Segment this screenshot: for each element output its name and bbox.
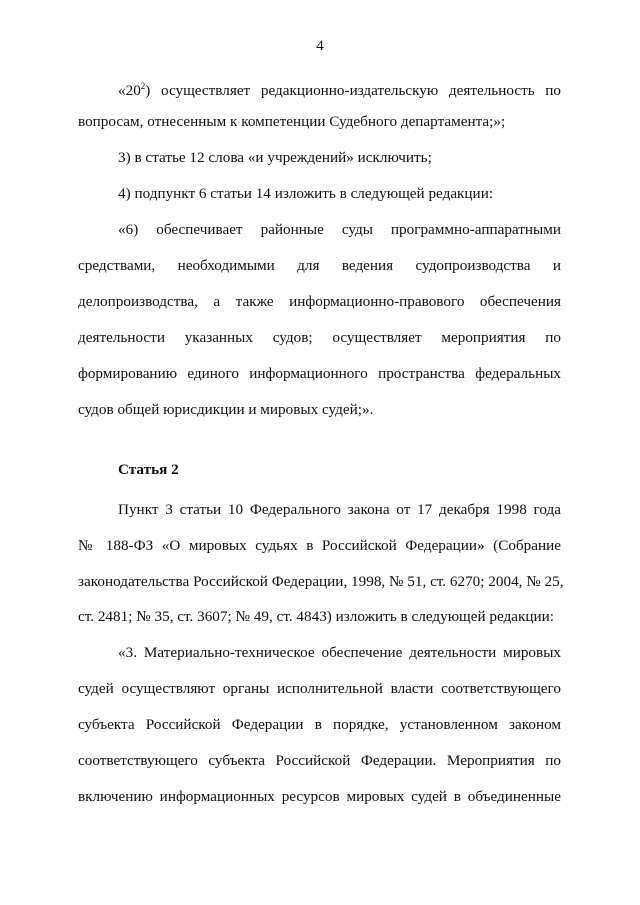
- article-heading: Статья 2: [118, 461, 179, 478]
- list-item: 4) подпункт 6 статьи 14 изложить в следующей редакции:: [118, 185, 494, 202]
- paragraph-line: Пункт 3 статьи 10 Федерального закона от 17 декабря 1998 года: [118, 501, 561, 518]
- paragraph-line: № 188-ФЗ «О мировых судьях в Российской Федерации» (Собрание: [78, 537, 561, 554]
- paragraph-line: средствами, необходимыми для ведения судопроизводства и: [78, 257, 561, 274]
- superscript: 2: [140, 81, 146, 91]
- paragraph-text: ) осуществляет редакционно-издательскую деятельность по: [145, 82, 561, 100]
- paragraph-line: формированию единого информационного пространства федеральных: [78, 365, 561, 382]
- paragraph-line: законодательства Российской Федерации, 1998, № 51, ст. 6270; 2004, № 25,: [78, 573, 564, 590]
- paragraph-line: делопроизводства, а также информационно-правового обеспечения: [78, 293, 561, 310]
- paragraph-line: ст. 2481; № 35, ст. 3607; № 49, ст. 4843) изложить в следующей редакции:: [78, 608, 554, 625]
- paragraph-line: вопросам, отнесенным к компетенции Судебного департамента;»;: [78, 113, 506, 130]
- paragraph-line: [78, 76, 561, 101]
- quote-open-text: «20: [118, 82, 141, 100]
- paragraph-line: соответствующего субъекта Российской Федерации. Мероприятия по: [78, 752, 561, 769]
- paragraph-line: «6) обеспечивает районные суды программно-аппаратными: [118, 221, 561, 238]
- paragraph-line: включению информационных ресурсов мировых судей в объединенные: [78, 788, 561, 805]
- paragraph-line: деятельности указанных судов; осуществляет мероприятия по: [78, 329, 561, 346]
- paragraph-line: судей осуществляют органы исполнительной власти соответствующего: [78, 680, 561, 697]
- list-item: 3) в статье 12 слова «и учреждений» исключить;: [118, 149, 432, 166]
- page-number: 4: [316, 38, 324, 54]
- paragraph-line: «3. Материально-техническое обеспечение деятельности мировых: [118, 644, 561, 661]
- paragraph-line: субъекта Российской Федерации в порядке, установленном законом: [78, 716, 561, 733]
- paragraph-line: судов общей юрисдикции и мировых судей;».: [78, 401, 374, 418]
